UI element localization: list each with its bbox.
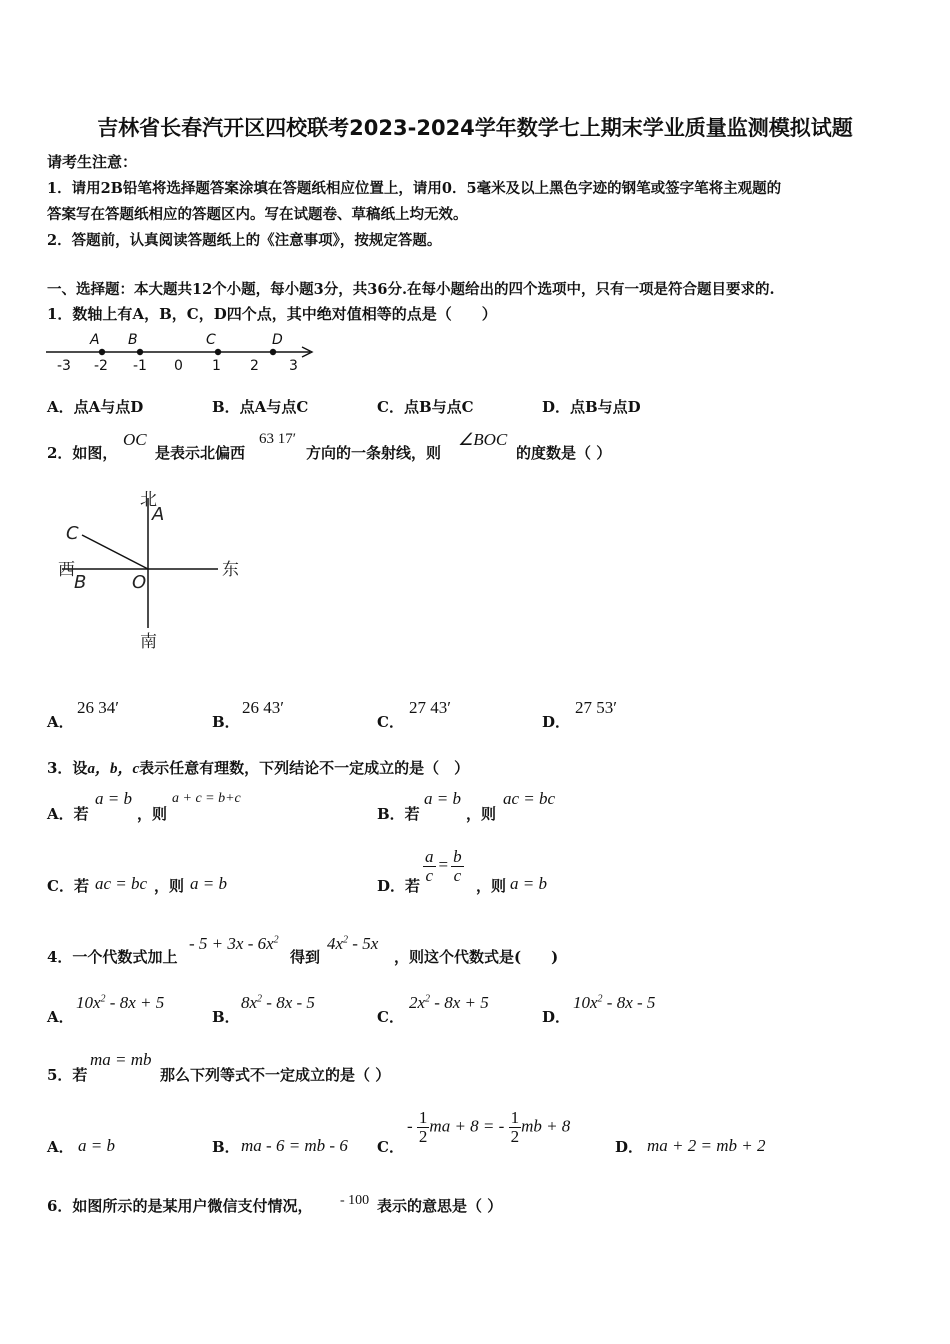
q4-option-c-value: $2x^2 - 8x + 5$ <box>409 993 489 1012</box>
q4-expr-2: $4x^2 - 5x$ <box>327 934 379 953</box>
q2-option-c-label: C． <box>377 713 404 731</box>
north-label: 北 <box>140 490 157 510</box>
q4-stem-part3: ，则这个代数式是( ) <box>394 948 559 966</box>
q3-stem-part1: 3．设 <box>47 759 88 777</box>
q2-option-a-label: A． <box>47 713 74 731</box>
q3-option-a-label: A．若 <box>47 805 89 823</box>
q4-option-c-label: C． <box>377 1008 404 1026</box>
section-heading: 一、选择题：本大题共12个小题，每小题3分，共36分.在每小题给出的四个选项中，只有一项是符合题目要求的. <box>47 281 775 298</box>
q1-option-b: B．点A与点C <box>212 398 309 416</box>
q5-option-c-value: - $\frac{1}{2}$ ma + 8 = - $\frac{1}{2}$ mb + 8 <box>407 1108 571 1146</box>
point-c-label: C <box>66 523 79 544</box>
q5-option-b-label: B． <box>212 1138 240 1156</box>
tick-label: -2 <box>94 358 108 374</box>
q1-number-line <box>44 327 324 377</box>
q3-option-b-result: ac = bc <box>503 789 556 808</box>
q1-stem: 1．数轴上有A，B，C，D四个点，其中绝对值相等的点是（ ） <box>47 305 497 323</box>
notice-line-2: 2．答题前，认真阅读答题纸上的《注意事项》，按规定答题。 <box>47 232 442 249</box>
q2-stem-part1: 2．如图， <box>47 444 118 462</box>
q4-option-b-label: B． <box>212 1008 240 1026</box>
q5-option-d-value: ma + 2 = mb + 2 <box>647 1136 766 1155</box>
frac-numerator: a <box>425 847 434 866</box>
west-label: 西 <box>58 560 75 580</box>
q3-option-b-then: ，则 <box>466 805 497 823</box>
frac-numerator: 1 <box>418 1108 428 1127</box>
q3-option-c-result: a = b <box>190 874 227 893</box>
south-label: 南 <box>140 632 157 652</box>
tick-label: 2 <box>250 358 259 374</box>
frac-numerator: 1 <box>510 1108 520 1127</box>
notice-line-1b: 答案写在答题纸相应的答题区内。写在试题卷、草稿纸上均无效。 <box>47 206 468 223</box>
q3-option-a-cond: a = b <box>95 789 132 808</box>
q3-option-d-result: a = b <box>510 874 547 893</box>
q2-option-d-value: 27 53′ <box>575 698 617 717</box>
notice-heading: 请考生注意： <box>47 153 138 171</box>
point-b-label: B <box>74 572 87 593</box>
point-d <box>270 349 276 355</box>
east-label: 东 <box>222 560 239 580</box>
q3-stem <box>47 757 469 778</box>
q4-option-a-value: $10x^2 - 8x + 5$ <box>76 993 165 1012</box>
q5-option-b-value: ma - 6 = mb - 6 <box>241 1136 348 1155</box>
point-b <box>137 349 143 355</box>
q2-option-a-value: 26 34′ <box>77 698 119 717</box>
q3-stem-part2: 表示任意有理数，下列结论不一定成立的是（ ） <box>139 759 470 777</box>
q2-direction-figure <box>54 488 244 653</box>
tick-label: -1 <box>133 358 147 374</box>
q3-option-c-then: ，则 <box>154 877 185 895</box>
page-title: 吉林省长春汽开区四校联考2023-2024学年数学七上期末学业质量监测模拟试题 <box>97 116 853 140</box>
q5-option-c-label: C． <box>377 1138 404 1156</box>
point-label: B <box>128 332 138 348</box>
q3-vars: a，b，c <box>87 761 140 777</box>
tick-label: 1 <box>212 358 221 374</box>
q3-option-d-then: ，则 <box>476 877 507 895</box>
q5-option-d-label: D． <box>615 1138 644 1156</box>
point-a-label: A <box>152 504 165 525</box>
tick-label: 0 <box>174 358 183 374</box>
q3-option-a-result: a + c = b+c <box>172 791 241 806</box>
point-o-label: O <box>132 572 147 593</box>
q5-option-a-label: A． <box>47 1138 74 1156</box>
q4-expr-1: - $5 + 3x - 6x^2$ <box>189 934 279 953</box>
frac-denominator: 2 <box>418 1126 428 1146</box>
q5-stem-part2: 那么下列等式不一定成立的是（ ） <box>160 1066 391 1084</box>
notice-line-1a: 1．请用2B铅笔将选择题答案涂填在答题纸相应位置上，请用0．5毫米及以上黑色字迹的钢笔或签字笔将主观题的 <box>47 180 782 197</box>
q5-stem-part1: 5．若 <box>47 1066 88 1084</box>
q3-option-a-then: ，则 <box>137 805 168 823</box>
q5-option-a-value: a = b <box>78 1136 115 1155</box>
q1-option-c: C．点B与点C <box>377 398 474 416</box>
q4-option-d-value: $10x^2 - 8x - 5$ <box>573 993 656 1012</box>
q4-stem-part2: 得到 <box>290 948 321 966</box>
q3-option-c-label: C．若 <box>47 877 89 895</box>
q3-option-c-cond: ac = bc <box>95 874 148 893</box>
q2-stem-part2: 是表示北偏西 <box>155 444 246 462</box>
q3-option-d-label: D．若 <box>377 877 421 895</box>
q1-option-a: A．点A与点D <box>47 398 144 416</box>
q2-oc: OC <box>123 430 147 449</box>
point-label: D <box>272 332 283 348</box>
point-label: C <box>206 332 216 348</box>
q4-option-d-label: D． <box>542 1008 571 1026</box>
point-c <box>215 349 221 355</box>
q2-option-b-value: 26 43′ <box>242 698 284 717</box>
tick-label: -3 <box>57 358 71 374</box>
q2-option-b-label: B． <box>212 713 240 731</box>
q6-stem-part2: 表示的意思是（ ） <box>377 1197 503 1215</box>
q2-stem-part3: 方向的一条射线，则 <box>306 444 442 462</box>
q2-boc: ∠BOC <box>458 430 508 449</box>
q2-option-d-label: D． <box>542 713 571 731</box>
q1-option-d: D．点B与点D <box>542 398 641 416</box>
frac-denominator: 2 <box>510 1126 520 1146</box>
frac-denominator: c <box>453 865 462 885</box>
q4-stem-part1: 4．一个代数式加上 <box>47 948 178 966</box>
frac-numerator: b <box>453 847 462 866</box>
q6-stem-part1: 6．如图所示的是某用户微信支付情况， <box>47 1197 313 1215</box>
q3-option-b-cond: a = b <box>424 789 461 808</box>
q2-stem-part4: 的度数是（ ） <box>516 444 612 462</box>
frac-denominator: c <box>425 865 434 885</box>
q6-expr: - 100 <box>340 1193 370 1208</box>
q3-option-b-label: B．若 <box>377 805 420 823</box>
point-a <box>99 349 105 355</box>
point-label: A <box>90 332 100 348</box>
q5-expr: ma = mb <box>90 1050 152 1069</box>
q4-option-b-value: $8x^2 - 8x - 5$ <box>241 993 315 1012</box>
q4-option-a-label: A． <box>47 1008 74 1026</box>
q2-option-c-value: 27 43′ <box>409 698 451 717</box>
tick-label: 3 <box>289 358 298 374</box>
q3-option-d-equation: $\frac{a}{c}$ = $\frac{b}{c}$ <box>425 847 462 885</box>
q2-angle: 63 17′ <box>259 431 297 447</box>
